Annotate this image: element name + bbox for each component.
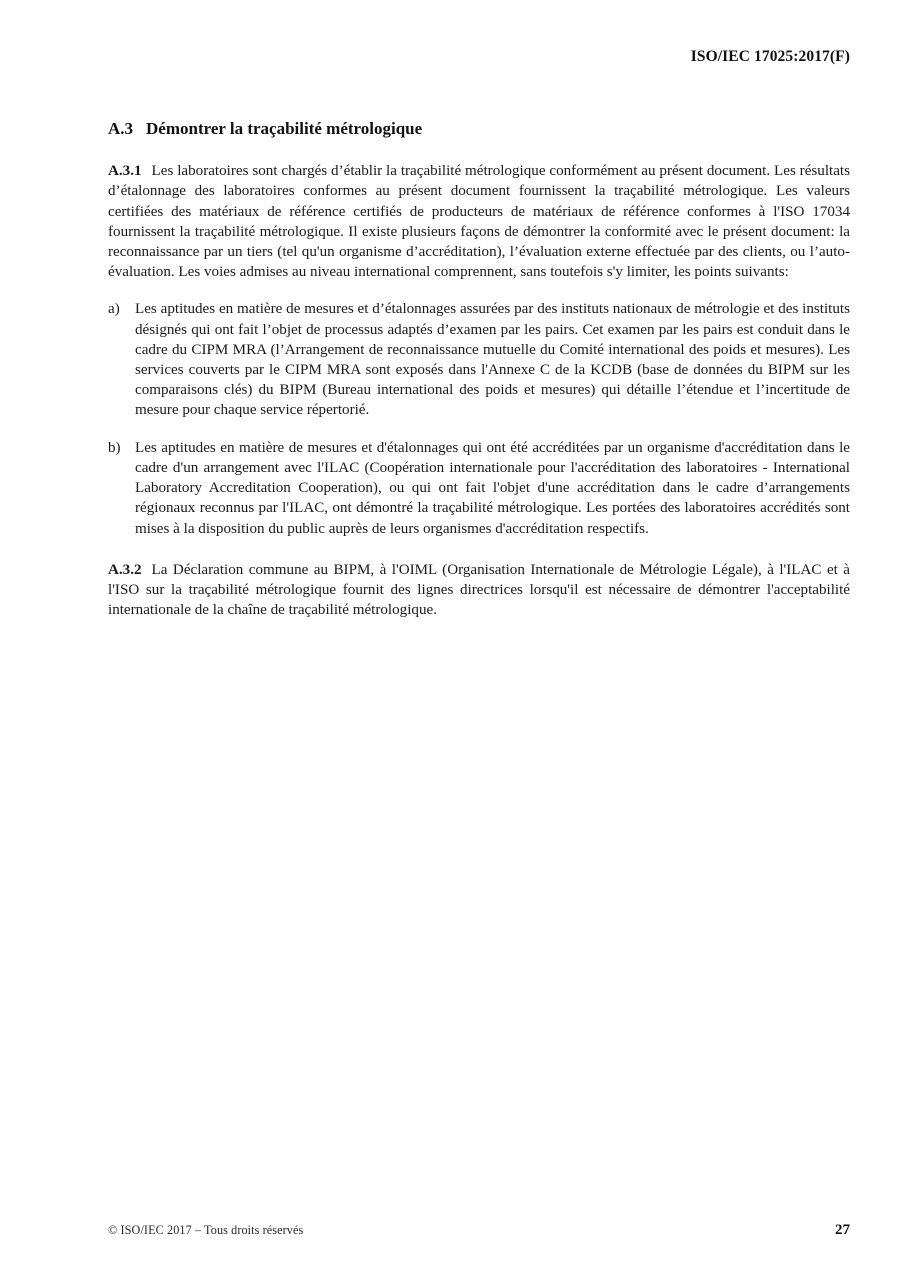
clause-heading-title: Démontrer la traçabilité métrologique: [146, 119, 423, 138]
lettered-list: [108, 299, 850, 538]
paragraph-a31-number: A.3.1: [108, 163, 142, 180]
running-header-standard-ref: ISO/IEC 17025:2017(F): [690, 48, 850, 65]
list-item-text: Les aptitudes en matière de mesures et d’étalonnages assurées par des instituts nationaux de métrologie et des instituts désignés qui ont fait l’objet de processus adaptés d’examen par les pairs. Cet examen par les pairs est conduit dans le cadre du CIPM MRA (l’Arrangement de reconnaissance mutuelle du Comité international des poids et mesures). Les services couverts par le CIPM MRA sont exposés dans l'Annexe C de la KCDB (base de données du BIPM sur les comparaisons clés) du BIPM (Bureau international des poids et mesures) qui détaille l’étendue et l’incertitude de mesure pour chaque service répertorié.: [135, 301, 850, 419]
list-item: [108, 299, 850, 420]
paragraph-a31: [108, 161, 850, 282]
paragraph-a31-text: Les laboratoires sont chargés d’établir la traçabilité métrologique conformément au présent document. Les résultats d’étalonnage des laboratoires conformes au présent document fournissent la traçabilité métrologique. Les valeurs certifiées des matériaux de référence certifiés de producteurs de matériaux de référence conformes à l'ISO 17034 fournissent la traçabilité métrologique. Il existe plusieurs façons de démontrer la conformité avec le présent document: la reconnaissance par un tiers (tel qu'un organisme d’accréditation), l’évaluation externe effectuée par des clients, ou l’auto-évaluation. Les voies admises au niveau international comprennent, sans toutefois s'y limiter, les points suivants:: [108, 163, 850, 281]
paragraph-a32-number: A.3.2: [108, 561, 142, 578]
page-footer: [108, 1222, 850, 1239]
paragraph-a32-text: La Déclaration commune au BIPM, à l'OIML (Organisation Internationale de Métrologie Légale), à l'ILAC et à l'ISO sur la traçabilité métrologique fournit des lignes directrices lorsqu'il est nécessaire de démontrer l'acceptabilité internationale de la chaîne de traçabilité métrologique.: [108, 561, 850, 619]
clause-heading: [108, 118, 850, 139]
footer-copyright: © ISO/IEC 2017 – Tous droits réservés: [108, 1223, 304, 1237]
footer-page-number: 27: [835, 1222, 850, 1238]
paragraph-a32: [108, 560, 850, 621]
list-item-marker: a): [108, 301, 120, 318]
list-item-text: Les aptitudes en matière de mesures et d'étalonnages qui ont été accréditées par un organisme d'accréditation dans le cadre d'un arrangement avec l'ILAC (Coopération internationale pour l'accréditation des laboratoires - International Laboratory Accreditation Cooperation), ou qui ont fait l'objet d'une accréditation dans le cadre d’arrangements régionaux reconnus par l'ILAC, ont démontré la traçabilité métrologique. Les portées des laboratoires accrédités sont mises à la disposition du public auprès de leurs organismes d'accréditation respectifs.: [135, 439, 850, 537]
list-item: [108, 438, 850, 539]
list-item-marker: b): [108, 439, 121, 456]
page-content: [108, 118, 850, 637]
clause-heading-number: A.3: [108, 119, 134, 138]
